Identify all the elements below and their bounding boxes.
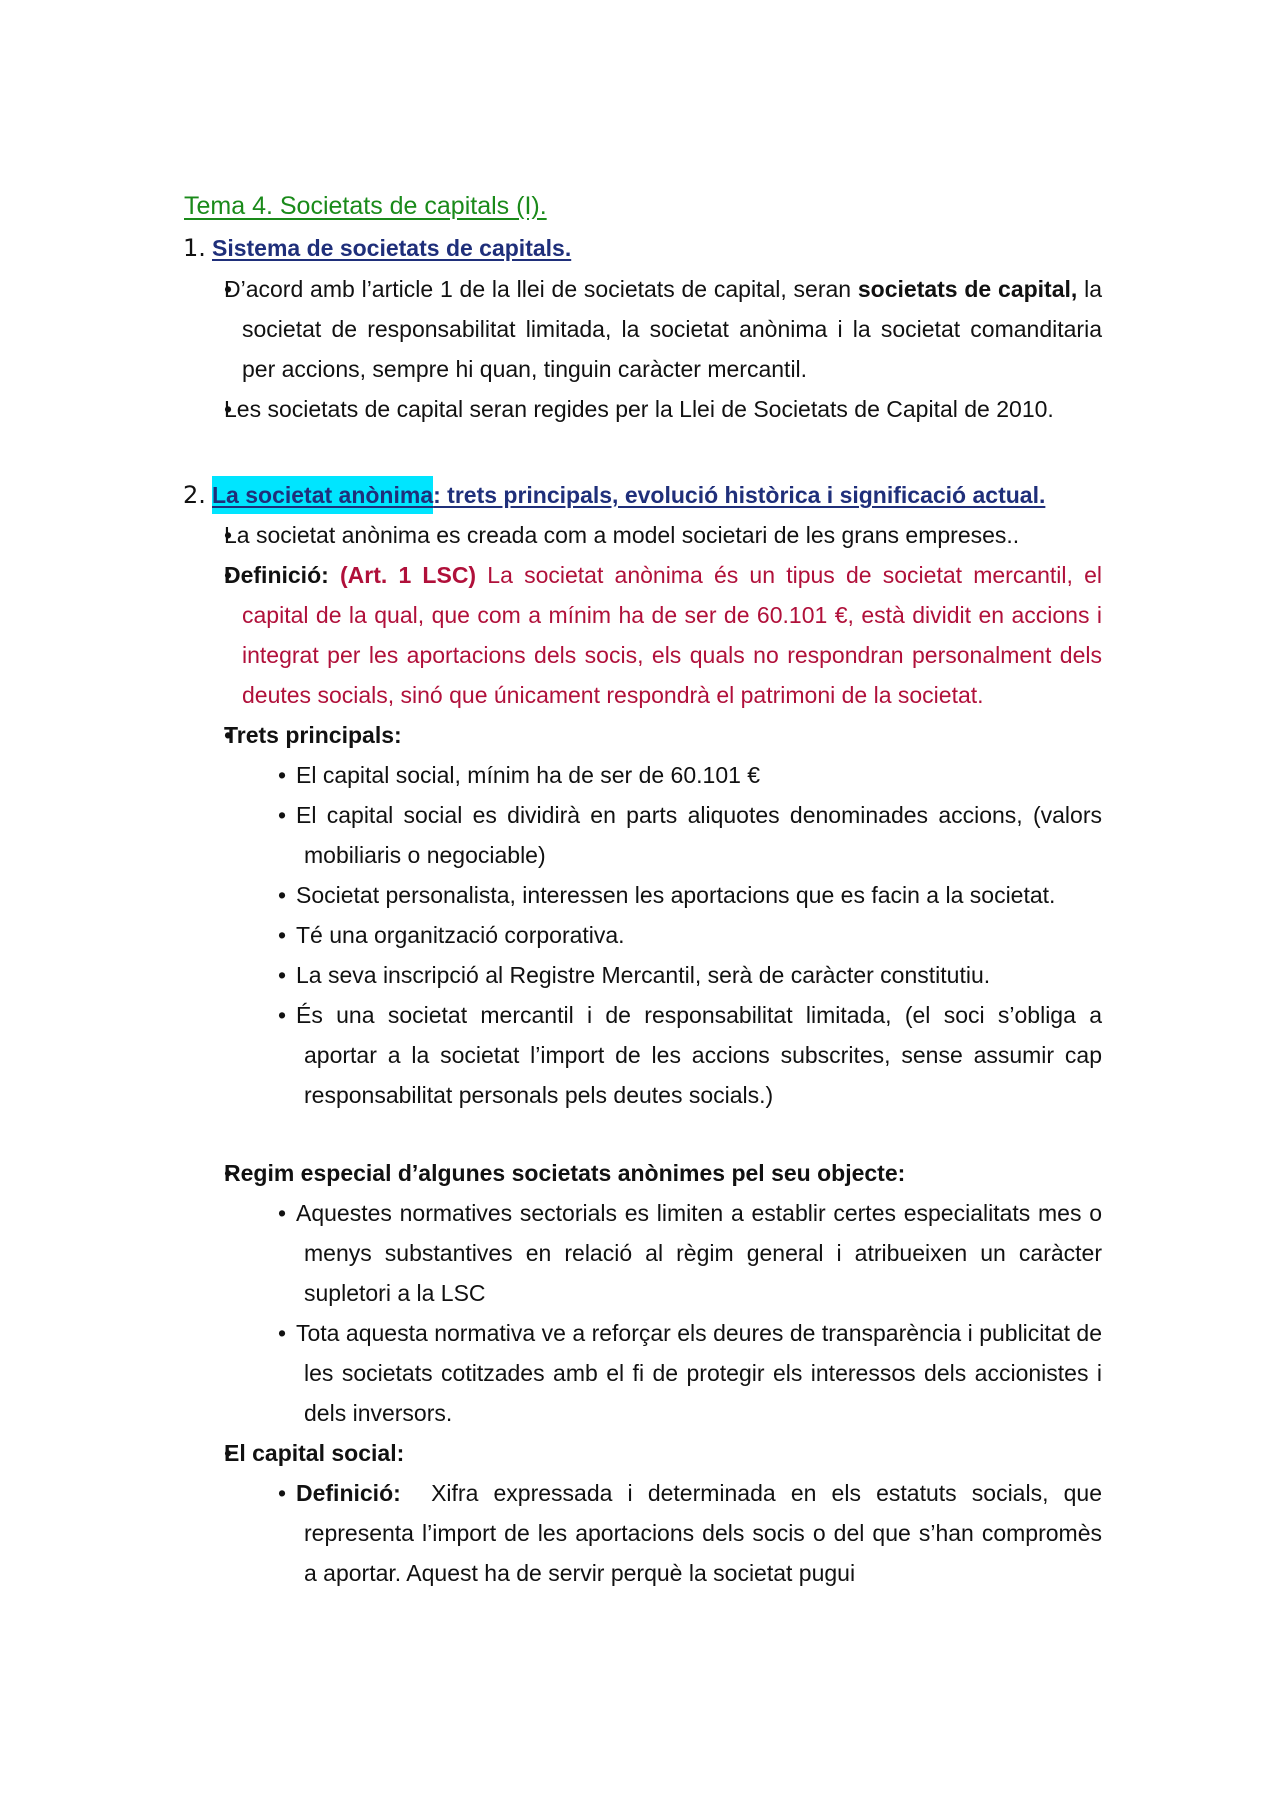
special-list: [184, 1153, 1102, 1193]
bullet-text: El capital social es dividirà en parts aliquotes denominades accions, (valors mobiliaris o negociable): [296, 802, 1102, 868]
list-item: [184, 269, 1102, 389]
section-2-title-rest: : trets principals, evolució històrica i significació actual.: [433, 482, 1046, 508]
capital-definition-text: Xifra expressada i determinada en els estatuts socials, que representa l’import de les aportacions dels socis o del que s’han compromès a aportar. Aquest ha de servir perquè la societat pugui: [304, 1480, 1109, 1586]
list-item: [184, 1313, 1102, 1433]
capital-list: [184, 1433, 1102, 1473]
capital-item: [184, 1433, 1102, 1473]
bullet-text: Tota aquesta normativa ve a reforçar els deures de transparència i publicitat de les societats cotitzades amb el fi de protegir els interessos dels accionistes i dels inversors.: [296, 1320, 1102, 1426]
highlighted-text: La societat anònima: [212, 476, 433, 514]
traits-label: Trets principals:: [224, 722, 402, 748]
bullet-text: la societat de responsabilitat limitada, la societat anònima i la societat comanditaria per accions, sempre hi quan, tinguin caràcter mercantil.: [242, 276, 1102, 382]
special-sublist: [184, 1193, 1102, 1433]
bold-term: societats de capital,: [857, 276, 1078, 302]
section-1-heading: [184, 228, 1102, 268]
bullet-text: D’acord amb l’article 1 de la llei de societats de capital, seran: [224, 276, 858, 302]
list-item: [184, 955, 1102, 995]
bullet-text: El capital social, mínim ha de ser de 60.101 €: [296, 762, 761, 788]
special-item: [184, 1153, 1102, 1193]
list-item: [184, 1193, 1102, 1313]
special-label: Regim especial d’algunes societats anònimes pel seu objecte:: [224, 1160, 906, 1186]
list-item: [184, 389, 1102, 429]
list-item: [184, 515, 1102, 555]
list-item: [184, 915, 1102, 955]
page-title: Tema 4. Societats de capitals (I).: [184, 192, 547, 220]
bullet-text: Té una organització corporativa.: [296, 922, 625, 948]
bullet-text: Aquestes normatives sectorials es limiten a establir certes especialitats mes o menys substantives en relació al règim general i atribueixen un caràcter supletori a la LSC: [296, 1200, 1102, 1306]
definition-text: La societat anònima és un tipus de societat mercantil, el capital de la qual, que com a mínim ha de ser de 60.101 €, està dividit en accions i integrat per les aportacions dels socis, els quals no respondran personalment dels deutes socials, sinó que únicament respondrà el patrimoni de la societat.: [242, 562, 1103, 708]
section-1-number: 1.: [183, 234, 206, 262]
spacer: [184, 429, 1102, 467]
definition-reference: (Art. 1 LSC): [339, 562, 477, 588]
capital-definition-label: Definició:: [296, 1480, 401, 1506]
definition-item: [184, 555, 1102, 715]
list-item: [184, 1473, 1109, 1593]
section-2-number: 2.: [183, 481, 206, 509]
traits-sublist: [184, 755, 1102, 1115]
list-item: [184, 995, 1102, 1115]
section-1-title: Sistema de societats de capitals.: [212, 235, 572, 261]
document-body: [183, 186, 1109, 1593]
section-1-list: [184, 269, 1102, 429]
capital-label: El capital social:: [224, 1440, 405, 1466]
bullet-text: La seva inscripció al Registre Mercantil, serà de caràcter constitutiu.: [296, 962, 991, 988]
list-item: [184, 795, 1102, 875]
traits-item: [184, 715, 1102, 755]
bullet-text: És una societat mercantil i de responsabilitat limitada, (el soci s’obliga a aportar a la societat l’import de les accions subscrites, sense assumir cap responsabilitat personals pels deutes socials.): [296, 1002, 1102, 1108]
spacer: [184, 1115, 1102, 1153]
list-item: [184, 755, 1102, 795]
list-item: [184, 875, 1102, 915]
bullet-text: Les societats de capital seran regides per la Llei de Societats de Capital de 2010.: [224, 396, 1054, 422]
capital-sublist: [184, 1473, 1109, 1593]
section-2-title: [212, 475, 1045, 515]
definition-label: Definició:: [224, 562, 329, 588]
bullet-text: La societat anònima es creada com a model societari de les grans empreses..: [224, 522, 1020, 548]
bullet-text: Societat personalista, interessen les aportacions que es facin a la societat.: [296, 882, 1056, 908]
section-2-heading: [184, 475, 1102, 515]
section-2-list: [184, 515, 1102, 755]
